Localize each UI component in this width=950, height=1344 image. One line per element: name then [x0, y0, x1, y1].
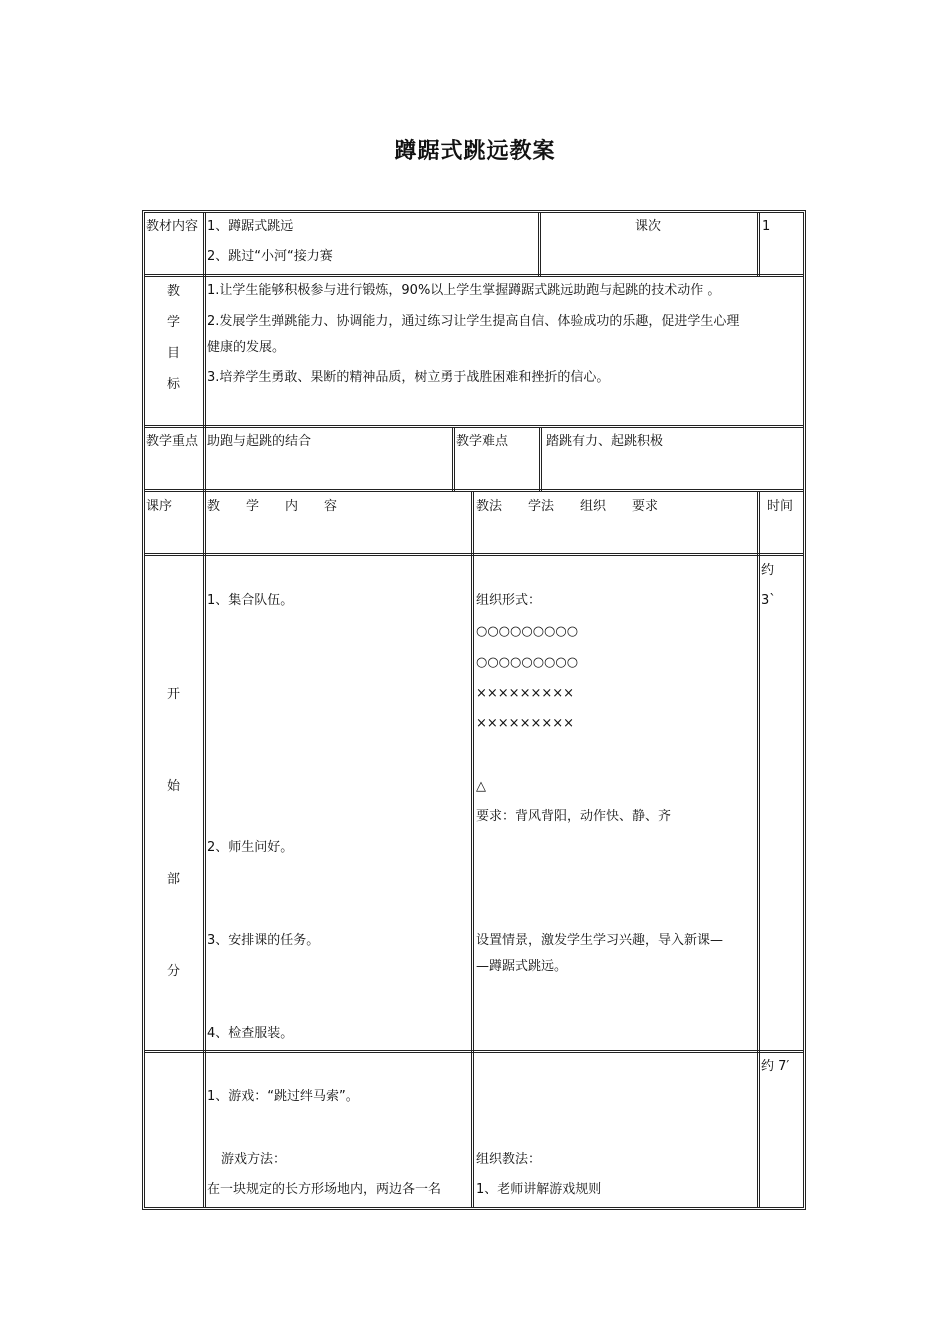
start-label-char: 始 — [167, 779, 181, 794]
goal-1: 1.让学生能够积极参与进行锻炼，90%以上学生掌握蹲踞式跳远助跑与起跳的技术动作 。 — [207, 283, 721, 298]
start-content-1: 1、集合队伍。 — [207, 593, 294, 608]
focus-value: 助跑与起跳的结合 — [207, 434, 312, 449]
start-scene: 设置情景，激发学生学习兴趣，导入新课— — [476, 933, 724, 948]
start-content-2: 2、师生问好。 — [207, 840, 294, 855]
lesson-label: 课次 — [635, 219, 662, 234]
difficulty-value: 踏跳有力、起跳积极 — [546, 434, 664, 449]
goals-label-char: 目 — [167, 346, 181, 361]
warmup-method-2: 1、老师讲解游戏规则 — [476, 1182, 602, 1197]
formation-row: ○○○○○○○○○ — [476, 655, 579, 670]
goals-label-char: 学 — [167, 315, 181, 330]
start-label-char: 开 — [167, 687, 181, 702]
start-content-4: 4、检查服装。 — [207, 1026, 294, 1041]
warmup-method-1: 组织教法： — [476, 1152, 542, 1167]
header-order: 课序 — [146, 499, 173, 514]
teacher-position-icon: △ — [476, 779, 486, 794]
material-label: 教材内容 — [146, 219, 199, 234]
goal-3: 3.培养学生勇敢、果断的精神品质，树立勇于战胜困难和挫折的信心。 — [207, 370, 610, 385]
start-requirement: 要求：背风背阳，动作快、静、齐 — [476, 809, 672, 824]
goals-label-char: 标 — [167, 377, 181, 392]
start-content-3: 3、安排课的任务。 — [207, 933, 320, 948]
material-line-2: 2、跳过“小河“接力赛 — [207, 249, 333, 264]
warmup-content-2: 游戏方法： — [221, 1152, 287, 1167]
goal-2: 2.发展学生弹跳能力、协调能力，通过练习让学生提高自信、体验成功的乐趣，促进学生心理 — [207, 314, 740, 329]
document-title: 蹲踞式跳远教案 — [394, 139, 556, 164]
start-time: 约 — [761, 563, 775, 578]
warmup-content-1: 1、游戏：“跳过绊马索”。 — [207, 1089, 359, 1104]
material-line-1: 1、蹲踞式跳远 — [207, 219, 294, 234]
warmup-time: 约 7′ — [761, 1059, 790, 1074]
start-time-value: 3` — [761, 593, 776, 608]
lesson-value: 1 — [762, 219, 771, 234]
start-scene-cont: —蹲踞式跳远。 — [476, 959, 568, 974]
formation-row: ××××××××× — [476, 716, 575, 731]
start-label-char: 分 — [167, 964, 181, 979]
goals-label-char: 教 — [167, 284, 181, 299]
header-content: 教 学 内 容 — [207, 499, 338, 514]
start-label-char: 部 — [167, 872, 181, 887]
header-time: 时间 — [767, 499, 794, 514]
difficulty-label: 教学难点 — [456, 434, 509, 449]
goal-2-cont: 健康的发展。 — [207, 340, 286, 355]
start-org-label: 组织形式： — [476, 593, 542, 608]
warmup-content-3: 在一块规定的长方形场地内，两边各一名 — [207, 1182, 442, 1197]
formation-row: ××××××××× — [476, 686, 575, 701]
header-method: 教法 学法 组织 要求 — [476, 499, 659, 514]
focus-label: 教学重点 — [146, 434, 199, 449]
formation-row: ○○○○○○○○○ — [476, 624, 579, 639]
